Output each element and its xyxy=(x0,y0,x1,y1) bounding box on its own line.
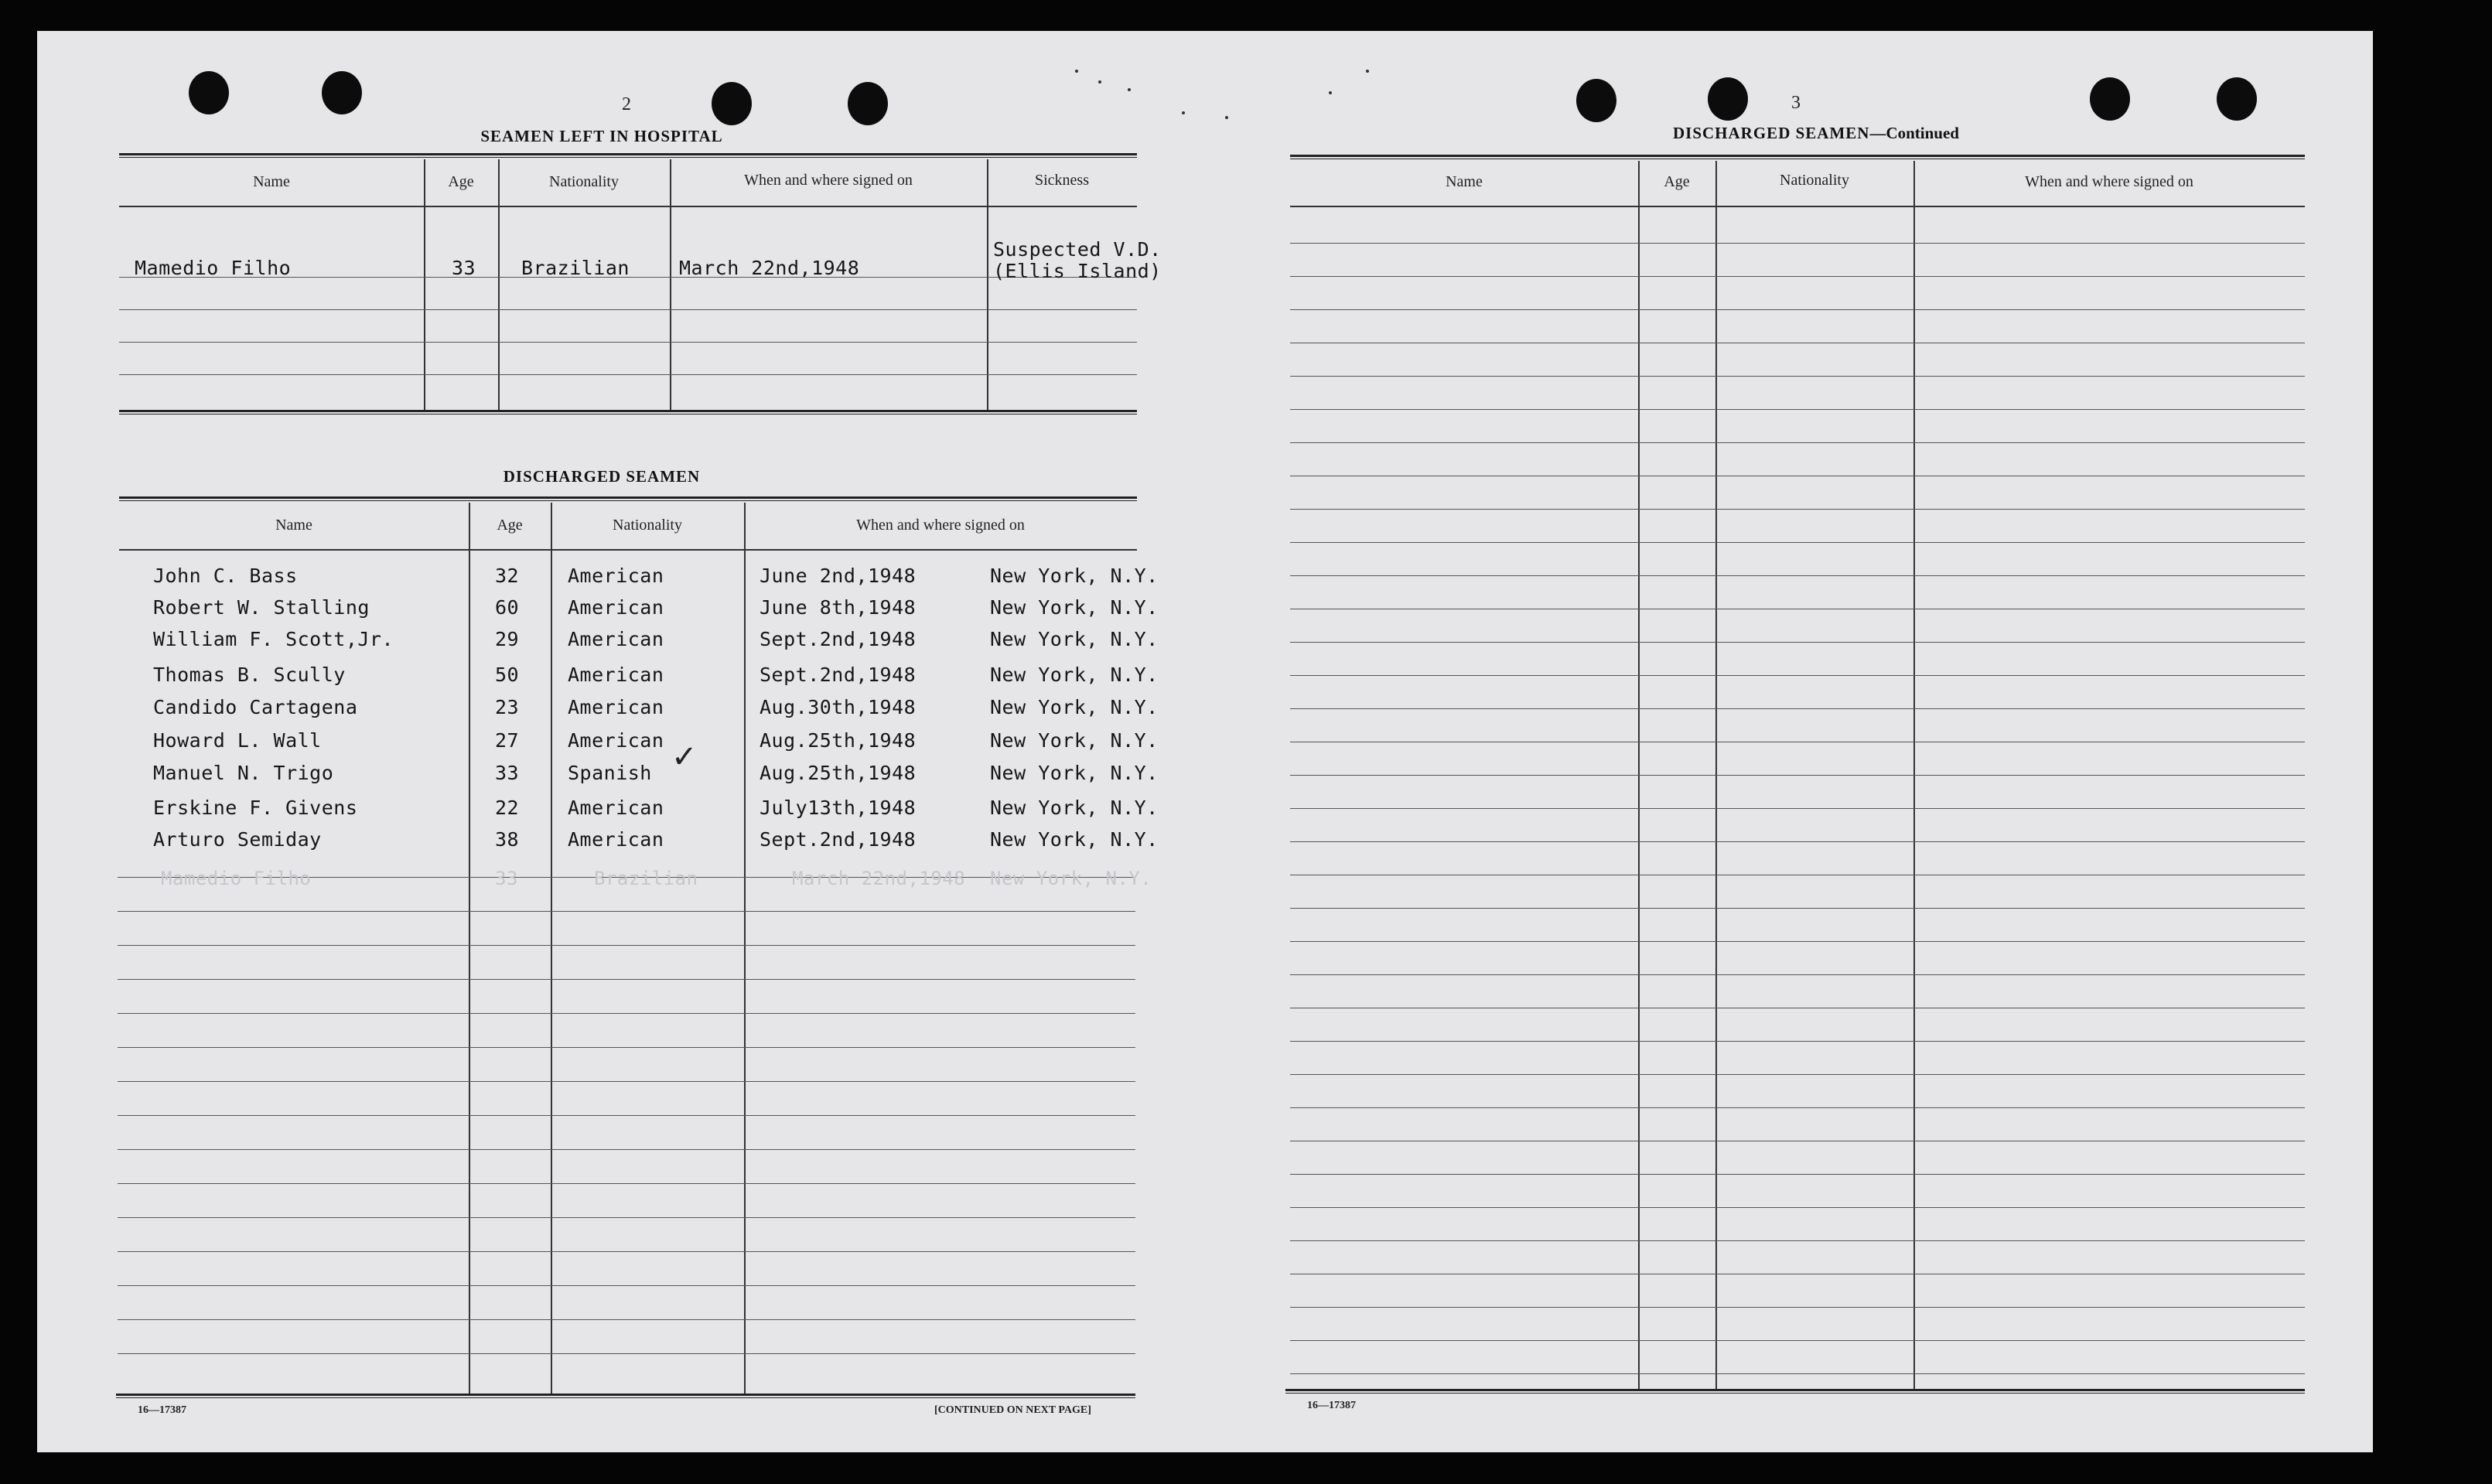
discharged-row-name: Arturo Semiday xyxy=(153,828,322,851)
discharged-row-date: Sept.2nd,1948 xyxy=(760,828,917,851)
discharged-ruled-line xyxy=(118,945,1135,946)
ink-speck xyxy=(1366,70,1369,73)
right-ruled-line xyxy=(1290,1340,2305,1341)
right-ruled-line xyxy=(1290,974,2305,975)
discharged-row-name: Robert W. Stalling xyxy=(153,596,370,619)
right-ruled-line xyxy=(1290,276,2305,277)
hospital-ruled-line xyxy=(119,374,1137,375)
right-ruled-line xyxy=(1290,575,2305,576)
left-form-number: 16—17387 xyxy=(138,1404,186,1416)
ink-speck xyxy=(1329,91,1332,94)
discharged-row-name: Howard L. Wall xyxy=(153,729,322,752)
discharged-header-signed-on: When and where signed on xyxy=(856,517,1025,534)
discharged-col-divider xyxy=(551,503,552,1394)
punch-hole xyxy=(189,71,229,114)
right-ruled-line xyxy=(1290,1307,2305,1308)
discharged-row-age: 50 xyxy=(495,664,520,686)
right-col-divider xyxy=(1913,161,1915,1390)
discharged-col-divider xyxy=(744,503,746,1394)
discharged-row-name: Erskine F. Givens xyxy=(153,797,358,819)
right-title-main: DISCHARGED SEAMEN xyxy=(1673,124,1870,142)
discharged-row-age: 29 xyxy=(495,628,520,650)
discharged-row-nationality: American xyxy=(568,628,664,650)
discharged-section-title: DISCHARGED SEAMEN xyxy=(503,467,701,486)
discharged-row-date: Aug.25th,1948 xyxy=(760,729,917,752)
hospital-row-signed-on: March 22nd,1948 xyxy=(679,257,860,279)
ink-speck xyxy=(1075,70,1078,73)
discharged-row-age: 38 xyxy=(495,828,520,851)
right-ruled-line xyxy=(1290,642,2305,643)
right-ruled-line xyxy=(1290,1207,2305,1208)
punch-hole xyxy=(2090,77,2130,121)
document-sheet xyxy=(37,31,2373,1452)
right-header-rule xyxy=(1290,206,2305,207)
hospital-col-divider xyxy=(987,159,988,410)
right-header-signed-on: When and where signed on xyxy=(2025,173,2193,190)
discharged-row-nationality: Spanish xyxy=(568,762,652,784)
right-ruled-line xyxy=(1290,1240,2305,1241)
discharged-row-name: John C. Bass xyxy=(153,565,298,587)
discharged-row-nationality: American xyxy=(568,729,664,752)
discharged-row-date: Sept.2nd,1948 xyxy=(760,628,917,650)
discharged-row-place: New York, N.Y. xyxy=(990,828,1159,851)
discharged-row-date: June 2nd,1948 xyxy=(760,565,917,587)
right-ruled-line xyxy=(1290,309,2305,310)
left-bottom-rule xyxy=(116,1394,1135,1398)
hospital-ruled-line xyxy=(119,309,1137,310)
discharged-ruled-line xyxy=(118,1047,1135,1048)
hospital-col-divider xyxy=(498,159,500,410)
discharged-row-age: 22 xyxy=(495,797,520,819)
right-ruled-line xyxy=(1290,941,2305,942)
discharged-row-place: New York, N.Y. xyxy=(990,664,1159,686)
hospital-row-age: 33 xyxy=(452,257,476,279)
discharged-row-name: Candido Cartagena xyxy=(153,696,358,718)
discharged-row-age: 60 xyxy=(495,596,520,619)
right-page-number: 3 xyxy=(1791,93,1801,113)
discharged-header-name: Name xyxy=(275,517,312,534)
discharged-row-age: 32 xyxy=(495,565,520,587)
punch-hole xyxy=(1708,77,1748,121)
right-header-nationality: Nationality xyxy=(1780,172,1849,189)
right-ruled-line xyxy=(1290,908,2305,909)
discharged-row-nationality: American xyxy=(568,828,664,851)
faded-row-date: March 22nd,1948 xyxy=(792,868,966,889)
hospital-row-sickness: Suspected V.D. xyxy=(993,238,1162,261)
right-col-divider xyxy=(1715,161,1717,1390)
hospital-header-age: Age xyxy=(448,173,474,190)
discharged-row-nationality: American xyxy=(568,797,664,819)
right-ruled-line xyxy=(1290,409,2305,410)
discharged-row-place: New York, N.Y. xyxy=(990,797,1159,819)
right-ruled-line xyxy=(1290,1174,2305,1175)
discharged-row-name: Thomas B. Scully xyxy=(153,664,346,686)
ink-speck xyxy=(1182,111,1185,114)
punch-hole xyxy=(848,82,888,125)
right-ruled-line xyxy=(1290,1074,2305,1075)
right-title-suffix: —Continued xyxy=(1869,124,1959,142)
right-header-name: Name xyxy=(1446,173,1483,190)
hospital-header-sickness: Sickness xyxy=(1035,172,1089,189)
discharged-header-age: Age xyxy=(497,517,523,534)
right-ruled-line xyxy=(1290,376,2305,377)
discharged-row-date: July13th,1948 xyxy=(760,797,917,819)
discharged-row-nationality: American xyxy=(568,664,664,686)
discharged-ruled-line xyxy=(118,1285,1135,1286)
discharged-row-nationality: American xyxy=(568,565,664,587)
discharged-ruled-line xyxy=(118,1013,1135,1014)
hospital-header-signed-on: When and where signed on xyxy=(744,172,913,189)
right-ruled-line xyxy=(1290,509,2305,510)
discharged-row-name: Manuel N. Trigo xyxy=(153,762,334,784)
right-section-title xyxy=(1507,124,2125,143)
left-page-number: 2 xyxy=(622,94,631,114)
discharged-ruled-line xyxy=(118,1319,1135,1320)
hospital-section-title: SEAMEN LEFT IN HOSPITAL xyxy=(480,127,723,145)
ink-speck xyxy=(1128,88,1131,91)
right-header-age: Age xyxy=(1664,173,1690,190)
hospital-col-divider xyxy=(670,159,671,410)
discharged-row-place: New York, N.Y. xyxy=(990,729,1159,752)
hospital-header-name: Name xyxy=(253,173,290,190)
right-form-number: 16—17387 xyxy=(1307,1400,1356,1411)
hospital-header-rule xyxy=(119,206,1137,207)
punch-hole xyxy=(712,82,752,125)
discharged-ruled-line xyxy=(118,1115,1135,1116)
hospital-ruled-line xyxy=(119,342,1137,343)
right-top-rule xyxy=(1290,155,2305,159)
faded-row-nationality: Brazilian xyxy=(594,868,698,889)
hospital-row-sickness: (Ellis Island) xyxy=(993,260,1162,282)
discharged-row-place: New York, N.Y. xyxy=(990,696,1159,718)
right-ruled-line xyxy=(1290,708,2305,709)
faded-row-place: New York, N.Y. xyxy=(990,868,1152,889)
right-ruled-line xyxy=(1290,841,2305,842)
right-ruled-line xyxy=(1290,1041,2305,1042)
punch-hole xyxy=(1576,79,1616,122)
right-ruled-line xyxy=(1290,775,2305,776)
hospital-row-name: Mamedio Filho xyxy=(135,257,292,279)
continued-note: [CONTINUED ON NEXT PAGE] xyxy=(934,1404,1091,1416)
right-bottom-rule xyxy=(1285,1389,2305,1394)
discharged-row-place: New York, N.Y. xyxy=(990,762,1159,784)
hospital-header-nationality: Nationality xyxy=(549,173,619,190)
discharged-row-age: 27 xyxy=(495,729,520,752)
right-ruled-line xyxy=(1290,542,2305,543)
ink-speck xyxy=(1098,80,1101,84)
check-mark: ✓ xyxy=(671,739,698,775)
faded-row-age: 33 xyxy=(495,868,518,889)
right-ruled-line xyxy=(1290,1373,2305,1374)
discharged-row-date: Aug.25th,1948 xyxy=(760,762,917,784)
discharged-row-name: William F. Scott,Jr. xyxy=(153,628,394,650)
discharged-ruled-line xyxy=(118,979,1135,980)
discharged-ruled-line xyxy=(118,1217,1135,1218)
discharged-header-nationality: Nationality xyxy=(613,517,682,534)
discharged-row-date: June 8th,1948 xyxy=(760,596,917,619)
hospital-col-divider xyxy=(424,159,425,410)
discharged-ruled-line xyxy=(118,1183,1135,1184)
discharged-top-rule xyxy=(119,496,1137,501)
discharged-row-date: Sept.2nd,1948 xyxy=(760,664,917,686)
ink-speck xyxy=(1225,116,1228,119)
right-col-divider xyxy=(1638,161,1640,1390)
discharged-row-place: New York, N.Y. xyxy=(990,628,1159,650)
discharged-row-age: 23 xyxy=(495,696,520,718)
discharged-row-date: Aug.30th,1948 xyxy=(760,696,917,718)
right-ruled-line xyxy=(1290,1107,2305,1108)
discharged-col-divider xyxy=(469,503,470,1394)
discharged-row-nationality: American xyxy=(568,596,664,619)
punch-hole xyxy=(2217,77,2257,121)
discharged-ruled-line xyxy=(118,1353,1135,1354)
discharged-row-age: 33 xyxy=(495,762,520,784)
discharged-row-place: New York, N.Y. xyxy=(990,596,1159,619)
hospital-top-rule xyxy=(119,153,1137,158)
discharged-ruled-line xyxy=(118,1251,1135,1252)
discharged-row-nationality: American xyxy=(568,696,664,718)
discharged-ruled-line xyxy=(118,1081,1135,1082)
faded-row-name: Mamedio Filho xyxy=(161,868,312,889)
hospital-bottom-rule xyxy=(119,410,1137,414)
right-ruled-line xyxy=(1290,243,2305,244)
discharged-row-place: New York, N.Y. xyxy=(990,565,1159,587)
right-ruled-line xyxy=(1290,675,2305,676)
hospital-row-nationality: Brazilian xyxy=(521,257,630,279)
right-ruled-line xyxy=(1290,808,2305,809)
discharged-ruled-line xyxy=(118,911,1135,912)
right-ruled-line xyxy=(1290,442,2305,443)
discharged-ruled-line xyxy=(118,1149,1135,1150)
punch-hole xyxy=(322,71,362,114)
discharged-header-rule xyxy=(119,549,1137,551)
